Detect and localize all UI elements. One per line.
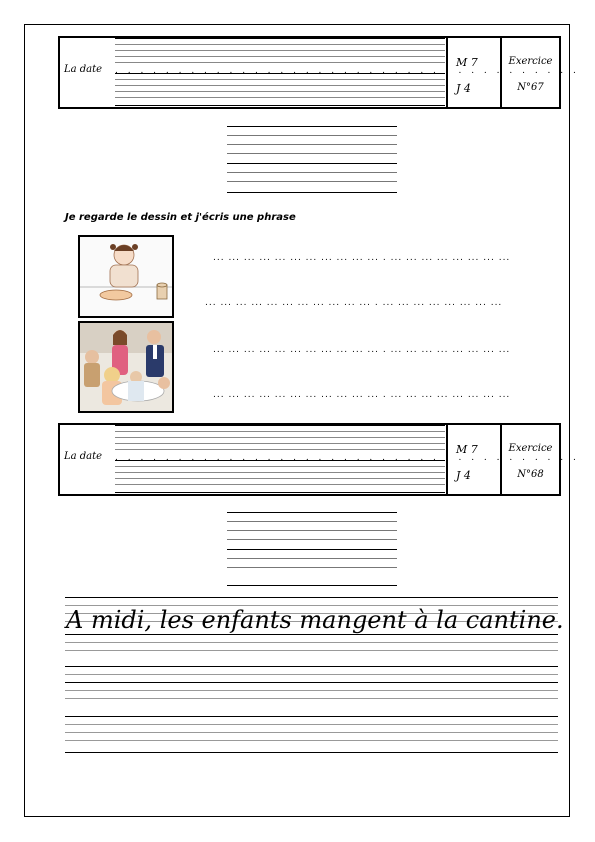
answer-line-4[interactable]: ... ... ... ... ... ... ... ... ... ... ... . ... ... ... ... ... ... ... ... [213, 390, 511, 400]
instruction-text: Je regarde le dessin et j'écris une phrase [65, 212, 296, 223]
model-sentence: A midi, les enfants mangent à la cantine. [66, 606, 564, 634]
date-label: La date [64, 64, 103, 75]
date-dotted-line: . . . . . . . . . . . . . . . . . . . . . . . . . . . . . . . . . . . . . [115, 453, 580, 463]
month-day-column [446, 38, 502, 107]
exercise-number: N°68 [517, 469, 544, 480]
exercise-number: N°67 [517, 82, 544, 93]
drawing-girl-eating [78, 235, 174, 318]
day-label: J 4 [456, 469, 471, 482]
day-label: J 4 [456, 82, 471, 95]
exercise-label: Exercice [508, 56, 553, 67]
exercise-column [502, 38, 559, 107]
answer-line-3[interactable]: ... ... ... ... ... ... ... ... ... ... ... . ... ... ... ... ... ... ... ... [213, 345, 511, 355]
answer-line-1[interactable]: ... ... ... ... ... ... ... ... ... ... ... . ... ... ... ... ... ... ... ... [213, 253, 511, 263]
date-header-exercise-67 [58, 36, 580, 109]
date-label: La date [64, 451, 103, 462]
date-header-exercise-68 [58, 423, 580, 496]
date-dotted-line: . . . . . . . . . . . . . . . . . . . . . . . . . . . . . . . . . . . . . [115, 66, 580, 76]
drawing-family-at-table [78, 321, 174, 413]
exercise-column [502, 425, 559, 494]
month-label: M 7 [456, 443, 478, 456]
answer-line-2[interactable]: ... ... ... ... ... ... ... ... ... ... ... . ... ... ... ... ... ... ... ... [205, 298, 503, 308]
exercise-label: Exercice [508, 443, 553, 454]
month-day-column [446, 425, 502, 494]
month-label: M 7 [456, 56, 478, 69]
